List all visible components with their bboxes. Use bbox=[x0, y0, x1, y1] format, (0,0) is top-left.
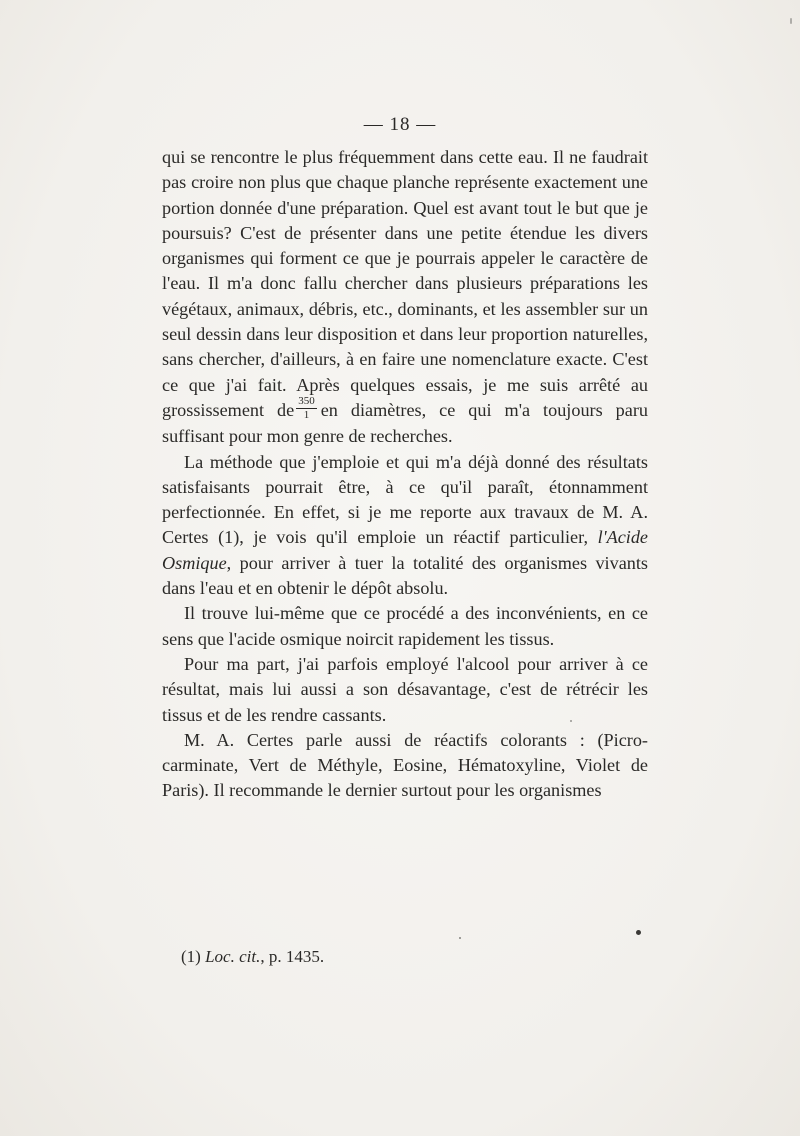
paragraph-1 bbox=[162, 145, 648, 450]
page-number: — 18 — bbox=[363, 114, 437, 135]
paragraph-2-text-b: , pour arriver à tuer la totalité des organismes vivants dans l'eau et en obtenir le dépôt absolu. bbox=[162, 552, 648, 599]
ink-speck bbox=[636, 930, 641, 935]
ink-speck bbox=[790, 18, 792, 24]
ink-speck bbox=[570, 720, 572, 722]
ink-speck bbox=[459, 937, 461, 939]
paragraph-4: Pour ma part, j'ai parfois employé l'alcool pour arriver à ce résultat, mais lui aussi a son désavantage, c'est de rétrécir les tissus et de les rendre cassants. bbox=[162, 653, 648, 725]
paragraph-2 bbox=[162, 450, 648, 602]
footnote-page: , p. 1435. bbox=[260, 947, 325, 966]
footnote-reference: Loc. cit. bbox=[205, 947, 261, 966]
paragraph-5: M. A. Certes parle aussi de réactifs colorants : (Picro-carminate, Vert de Méthyle, Eosine, Hématoxyline, Violet de Paris). Il recommande le dernier surtout pour les organismes bbox=[162, 729, 648, 801]
paragraph-3: Il trouve lui-même que ce procédé a des inconvénients, en ce sens que l'acide osmique noircit rapidement les tissus. bbox=[162, 603, 648, 649]
body-text bbox=[162, 145, 648, 804]
fraction-denominator: 1 bbox=[303, 409, 310, 422]
fraction-numerator: 350 bbox=[298, 395, 315, 408]
paragraph-1-text-b: en diamètres, ce qui m'a toujours paru suffisant pour mon genre de recherches. bbox=[162, 399, 649, 447]
magnification-fraction bbox=[296, 396, 317, 421]
paragraph-2-text-a: La méthode que j'emploie et qui m'a déjà donné des résultats satisfaisants pourrait être, à ce qu'il paraît, étonnamment perfectionnée. En effet, si je me reporte aux travaux de M. A. Certes (1), je vois qu'il emploie un réactif particulier, bbox=[162, 451, 648, 548]
paragraph-1-text-a: qui se rencontre le plus fréquemment dans cette eau. Il ne faudrait pas croire non plus que chaque planche représente exactement une portion donnée d'une préparation. Quel est avant tout le but que je poursuis? C'est de présenter dans une petite étendue les divers organismes qui forment ce que je pourrais appeler le caractère de l'eau. Il m'a donc fallu chercher dans plusieurs préparations les végétaux, animaux, débris, etc., dominants, et les assembler sur un seul dessin dans leur disposition et dans leur proportion naturelles, sans chercher, d'ailleurs, à en faire une nomenclature exacte. C'est ce que j'ai fait. Après quelques essais, je me suis arrêté au grossissement de bbox=[162, 147, 648, 420]
footnote bbox=[181, 947, 324, 967]
acide-osmique-term: l'Acide Osmique bbox=[162, 527, 649, 573]
footnote-marker: (1) bbox=[181, 947, 201, 966]
